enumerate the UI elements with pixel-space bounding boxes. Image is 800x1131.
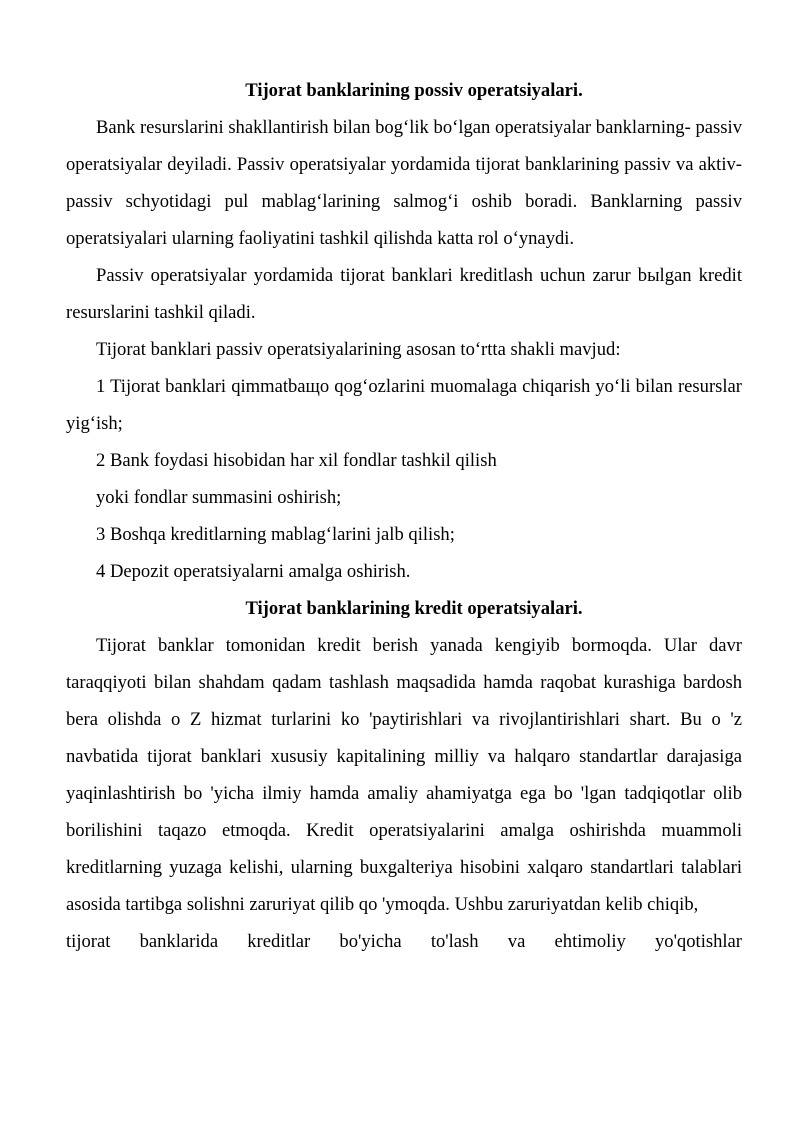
list-item-2-continuation: yoki fondlar summasini oshirish; [96, 487, 342, 508]
list-item-4: 4 Depozit operatsiyalarni amalga oshirish. [96, 561, 411, 582]
paragraph-passive-purpose: Passiv operatsiyalar yordamida tijorat banklari kreditlash uchun zarur bыlgan kredit resurslarini tashkil qiladi. [66, 265, 742, 323]
paragraph-passive-forms-intro: Tijorat banklari passiv operatsiyalarining asosan to‘rtta shakli mavjud: [96, 339, 621, 360]
list-item-1: 1 Tijorat banklari qimmatbaщo qog‘ozlarini muomalaga chiqarish yo‘li bilan resurslar yig‘ish; [66, 376, 742, 434]
paragraph-credit-operations-last-line: tijorat banklarida kreditlar bo'yicha to'lash va ehtimoliy yo'qotishlar [66, 931, 742, 952]
document-page [66, 72, 742, 960]
section-heading-credit-operations: Tijorat banklarining kredit operatsiyalari. [245, 598, 583, 619]
section-heading-passive-operations: Tijorat banklarining possiv operatsiyalari. [245, 80, 583, 101]
list-item-2: 2 Bank foydasi hisobidan har xil fondlar tashkil qilish [96, 450, 497, 471]
paragraph-credit-operations: Tijorat banklar tomonidan kredit berish yanada kengiyib bormoqda. Ular davr taraqqiyoti bilan shahdam qadam tashlash maqsadida hamda raqobat kurashiga bardosh bera olishda o Z hizmat turlarini ko 'paytirishlari va rivojlantirishlari shart. Bu o 'z navbatida tijorat banklari xususiy kapitalining milliy va halqaro standartlar darajasiga yaqinlashtirish bo 'yicha ilmiy hamda amaliy ahamiyatga ega bo 'lgan tadqiqotlar olib borilishini taqazo etmoqda. Kredit operatsiyalarini amalga oshirishda muammoli kreditlarning yuzaga kelishi, ularning buxgalteriya hisobini xalqaro standartlari talablari asosida tartibga solishni zaruriyat qilib qo 'ymoqda. Ushbu zaruriyatdan kelib chiqib, [66, 635, 742, 915]
list-item-3: 3 Boshqa kreditlarning mablag‘larini jalb qilish; [96, 524, 455, 545]
paragraph-passive-definition: Bank resurslarini shakllantirish bilan bog‘lik bo‘lgan operatsiyalar banklarning- passiv operatsiyalar deyiladi. Passiv operatsiyalar yordamida tijorat banklarining passiv va aktiv-passiv schyotidagi pul mablag‘larining salmog‘i oshib boradi. Banklarning passiv operatsiyalari ularning faoliyatini tashkil qilishda katta rol o‘ynaydi. [66, 117, 742, 249]
